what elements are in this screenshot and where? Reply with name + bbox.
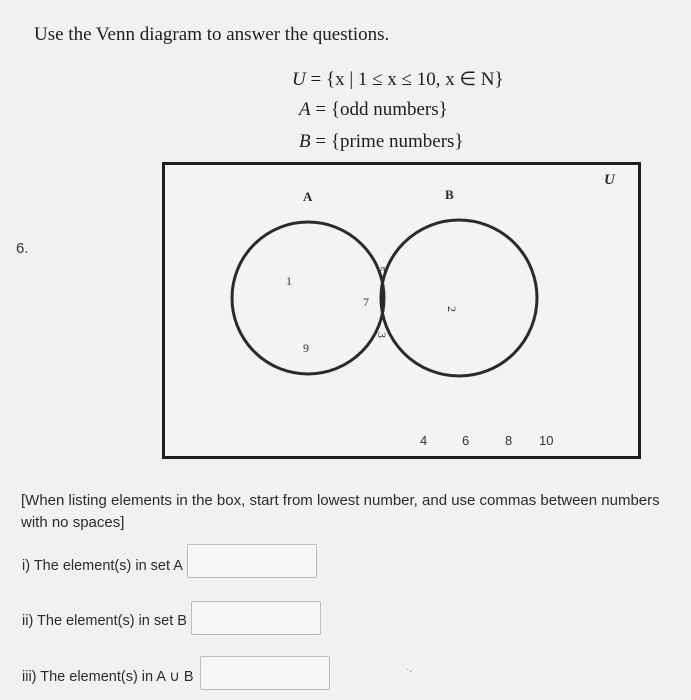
- element-9: 9: [303, 341, 309, 355]
- set-b-rule: = {prime numbers}: [310, 131, 464, 152]
- element-6: 6: [462, 433, 470, 448]
- set-a-definition: [299, 99, 448, 121]
- element-2: 2: [445, 306, 459, 312]
- element-10: 10: [539, 433, 554, 448]
- listing-instruction: [When listing elements in the box, start from lowest number, and use commas between numbers with no spaces]: [21, 492, 660, 531]
- question-number: 6.: [16, 240, 29, 257]
- set-a-label: A: [303, 189, 313, 204]
- set-b-definition: [299, 131, 464, 153]
- element-1: 1: [286, 274, 292, 288]
- venn-diagram: [162, 162, 642, 460]
- universal-set-definition: [292, 68, 504, 91]
- set-b-label: B: [445, 187, 454, 202]
- venn-diagram-svg: [162, 162, 642, 460]
- set-a-symbol: A: [299, 99, 311, 120]
- set-b-answer-input[interactable]: [191, 601, 321, 635]
- element-5: 5: [374, 266, 388, 272]
- element-4: 4: [420, 433, 428, 448]
- question-i-label: i) The element(s) in set A: [22, 558, 183, 574]
- stray-mark: ·.: [406, 664, 413, 675]
- question-iii-label: iii) The element(s) in A ∪ B: [22, 669, 194, 685]
- universal-set-label: U: [604, 172, 615, 188]
- element-7: 7: [363, 295, 369, 309]
- set-a-rule: = {odd numbers}: [310, 99, 448, 120]
- universal-set-symbol: U: [292, 69, 306, 90]
- set-b-symbol: B: [299, 131, 311, 152]
- instructions-heading: Use the Venn diagram to answer the questions.: [34, 24, 390, 45]
- element-8: 8: [505, 433, 513, 448]
- element-3: 3: [375, 332, 389, 338]
- question-ii-label: ii) The element(s) in set B: [22, 613, 187, 629]
- union-answer-input[interactable]: [200, 656, 330, 690]
- universal-set-box: [164, 164, 640, 458]
- set-a-answer-input[interactable]: [187, 544, 317, 578]
- universal-set-rule: = {x | 1 ≤ x ≤ 10, x ∈ N}: [305, 69, 504, 90]
